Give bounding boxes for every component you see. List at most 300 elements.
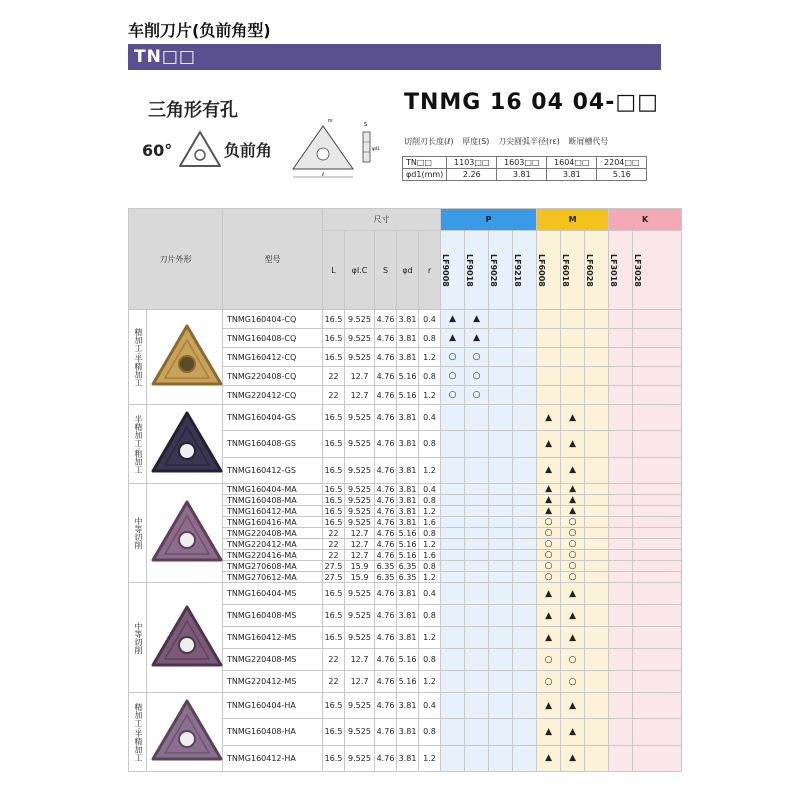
model-cell: TNMG220412-CQ <box>223 386 323 405</box>
dimension-cell: 9.525 <box>345 693 375 719</box>
grade-availability-cell <box>465 693 489 719</box>
dimension-cell: 9.525 <box>345 457 375 483</box>
hole-diameter-table <box>402 156 647 181</box>
dimension-cell: 0.8 <box>419 495 441 506</box>
grade-availability-cell <box>489 719 513 745</box>
order-mark-icon: ○ <box>472 390 481 400</box>
dimension-cell: 4.76 <box>375 539 397 550</box>
model-cell: TNMG220412-MA <box>223 539 323 550</box>
dimension-cell: 1.6 <box>419 550 441 561</box>
grade-availability-cell <box>633 745 682 771</box>
grade-availability-cell <box>633 539 682 550</box>
dimension-cell: 22 <box>323 386 345 405</box>
grade-availability-cell <box>633 367 682 386</box>
stock-mark-icon: ▲ <box>545 753 552 764</box>
grade-availability-cell <box>489 431 513 457</box>
model-cell: TNMG160412-MS <box>223 627 323 649</box>
insert-image-cell <box>147 405 223 484</box>
dimension-cell: 4.76 <box>375 386 397 405</box>
dimension-cell: 3.81 <box>397 693 419 719</box>
dimension-cell: 6.35 <box>397 561 419 572</box>
dimension-cell: 1.2 <box>419 745 441 771</box>
order-mark-icon: ○ <box>448 371 457 381</box>
drawing-label-re: rε <box>328 118 333 124</box>
dimension-cell: 12.7 <box>345 649 375 671</box>
grade-availability-cell <box>489 506 513 517</box>
dimension-cell: 5.16 <box>397 386 419 405</box>
spec-cell: 2204□□ <box>597 157 647 169</box>
grade-availability-cell <box>561 561 585 572</box>
grade-availability-cell <box>465 506 489 517</box>
spec-cell: 1604□□ <box>547 157 597 169</box>
grade-availability-cell <box>609 405 633 431</box>
grade-availability-cell <box>513 367 537 386</box>
stock-mark-icon: ▲ <box>569 753 576 764</box>
grade-availability-cell <box>441 431 465 457</box>
stock-mark-icon: ▲ <box>545 465 552 476</box>
grade-availability-cell <box>489 528 513 539</box>
grade-availability-cell <box>489 539 513 550</box>
grade-availability-cell <box>513 484 537 495</box>
dimension-cell: 12.7 <box>345 367 375 386</box>
grade-availability-cell <box>609 367 633 386</box>
order-mark-icon: ○ <box>544 539 553 549</box>
model-cell: TNMG160404-MA <box>223 484 323 495</box>
grade-availability-cell <box>561 627 585 649</box>
dimension-cell: 3.81 <box>397 457 419 483</box>
dimension-cell: 22 <box>323 671 345 693</box>
angle-value: 60° <box>142 141 173 160</box>
grade-availability-cell <box>465 484 489 495</box>
legend-item: 刀尖圆弧半径(rε) <box>497 137 560 146</box>
dimension-cell: 1.2 <box>419 627 441 649</box>
grade-availability-cell <box>513 528 537 539</box>
grade-header <box>465 231 489 310</box>
dimension-cell: 12.7 <box>345 671 375 693</box>
grade-availability-cell <box>441 539 465 550</box>
grade-availability-cell <box>585 329 609 348</box>
grade-availability-cell <box>489 627 513 649</box>
grade-availability-cell <box>609 431 633 457</box>
grade-availability-cell <box>537 550 561 561</box>
dimension-cell: 12.7 <box>345 550 375 561</box>
dimension-cell: 9.525 <box>345 517 375 528</box>
dimension-cell: 3.81 <box>397 627 419 649</box>
grade-availability-cell <box>537 457 561 483</box>
dimension-cell: 1.2 <box>419 506 441 517</box>
dimension-cell: 0.8 <box>419 528 441 539</box>
dimension-cell: 1.2 <box>419 457 441 483</box>
dimension-cell: 3.81 <box>397 583 419 605</box>
dimension-cell: 12.7 <box>345 539 375 550</box>
dimension-cell: 0.4 <box>419 583 441 605</box>
order-mark-icon: ○ <box>568 528 577 538</box>
model-cell: TNMG160412-GS <box>223 457 323 483</box>
col-header-model: 型号 <box>223 209 323 310</box>
grade-availability-cell <box>561 719 585 745</box>
grade-availability-cell <box>585 431 609 457</box>
grade-availability-cell <box>633 495 682 506</box>
grade-availability-cell <box>561 583 585 605</box>
dimension-cell: 9.525 <box>345 310 375 329</box>
grade-header <box>561 231 585 310</box>
grade-availability-cell <box>465 649 489 671</box>
grade-availability-cell <box>633 528 682 539</box>
grade-name: LF3028 <box>633 253 643 287</box>
grade-availability-cell <box>585 348 609 367</box>
grade-availability-cell <box>489 367 513 386</box>
grade-availability-cell <box>513 745 537 771</box>
dimension-cell: 5.16 <box>397 539 419 550</box>
grade-availability-cell <box>633 671 682 693</box>
stock-mark-icon: ▲ <box>569 610 576 621</box>
grade-availability-cell <box>561 693 585 719</box>
insert-ha-purple-icon <box>147 693 227 769</box>
grade-availability-cell <box>513 719 537 745</box>
dimension-cell: 4.76 <box>375 671 397 693</box>
grade-availability-cell <box>465 671 489 693</box>
dimension-cell: 16.5 <box>323 719 345 745</box>
shape-name: 三角形有孔 <box>148 100 238 121</box>
grade-availability-cell <box>465 405 489 431</box>
table-row <box>129 310 682 329</box>
grade-availability-cell <box>633 386 682 405</box>
grade-availability-cell <box>489 572 513 583</box>
grade-availability-cell <box>513 572 537 583</box>
dimension-cell: 9.525 <box>345 605 375 627</box>
grade-availability-cell <box>633 457 682 483</box>
grade-availability-cell <box>513 550 537 561</box>
model-cell: TNMG160404-MS <box>223 583 323 605</box>
grade-availability-cell <box>537 693 561 719</box>
grade-availability-cell <box>465 572 489 583</box>
dimension-cell: 1.6 <box>419 517 441 528</box>
insert-ma-purple-icon <box>147 494 227 570</box>
model-cell: TNMG160416-MA <box>223 517 323 528</box>
grade-availability-cell <box>441 457 465 483</box>
series-label: TN□□ <box>134 47 196 67</box>
grade-availability-cell <box>441 671 465 693</box>
grade-header <box>513 231 537 310</box>
insert-image-cell <box>147 583 223 693</box>
dimension-cell: 12.7 <box>345 386 375 405</box>
dimension-cell: 3.81 <box>397 506 419 517</box>
dimension-cell: 16.5 <box>323 405 345 431</box>
grade-availability-cell <box>441 329 465 348</box>
order-mark-icon: ○ <box>544 550 553 560</box>
dimension-cell: 0.8 <box>419 431 441 457</box>
grade-group-k: K <box>609 209 682 231</box>
grade-availability-cell <box>489 310 513 329</box>
grade-availability-cell <box>465 583 489 605</box>
stock-mark-icon: ▲ <box>473 314 480 324</box>
drawing-label-s: S <box>364 122 368 128</box>
grade-availability-cell <box>561 484 585 495</box>
grade-availability-cell <box>489 561 513 572</box>
grade-availability-cell <box>585 719 609 745</box>
order-mark-icon: ○ <box>544 572 553 582</box>
spec-cell: φd1(mm) <box>403 169 447 181</box>
page-title: 车削刀片(负前角型) <box>128 21 271 40</box>
grade-availability-cell <box>585 495 609 506</box>
application-label <box>129 310 147 405</box>
dimension-cell: 16.5 <box>323 517 345 528</box>
model-cell: TNMG160408-MA <box>223 495 323 506</box>
model-cell: TNMG160412-HA <box>223 745 323 771</box>
dimension-cell: 4.76 <box>375 310 397 329</box>
dimension-cell: 1.2 <box>419 386 441 405</box>
grade-availability-cell <box>537 561 561 572</box>
grade-availability-cell <box>609 671 633 693</box>
grade-availability-cell <box>441 693 465 719</box>
grade-availability-cell <box>489 693 513 719</box>
table-row <box>129 405 682 431</box>
dimension-cell: 12.7 <box>345 528 375 539</box>
application-text: 中等切削 <box>133 621 143 654</box>
grade-availability-cell <box>513 649 537 671</box>
dimension-cell: 3.81 <box>397 719 419 745</box>
stock-mark-icon: ▲ <box>545 588 552 599</box>
model-cell: TNMG270608-MA <box>223 561 323 572</box>
spec-cell: 5.16 <box>597 169 647 181</box>
order-mark-icon: ○ <box>568 654 577 665</box>
grade-availability-cell <box>561 539 585 550</box>
dimension-cell: 6.35 <box>375 572 397 583</box>
dimension-cell: 22 <box>323 367 345 386</box>
spec-row <box>403 157 647 169</box>
insert-cq-gold-icon <box>147 318 227 394</box>
insert-image-cell <box>147 484 223 583</box>
model-cell: TNMG220416-MA <box>223 550 323 561</box>
grade-availability-cell <box>633 627 682 649</box>
dimension-cell: 3.81 <box>397 310 419 329</box>
grade-availability-cell <box>561 329 585 348</box>
grade-availability-cell <box>585 745 609 771</box>
grade-availability-cell <box>609 329 633 348</box>
grade-availability-cell <box>441 367 465 386</box>
designation-code: TNMG 16 04 04-□□ <box>404 90 659 115</box>
grade-availability-cell <box>633 506 682 517</box>
grade-availability-cell <box>489 605 513 627</box>
model-cell: TNMG220408-MA <box>223 528 323 539</box>
grade-availability-cell <box>561 386 585 405</box>
dimension-cell: 4.76 <box>375 528 397 539</box>
grade-name: LF6028 <box>585 253 595 287</box>
grade-availability-cell <box>537 528 561 539</box>
grade-availability-cell <box>633 561 682 572</box>
order-mark-icon: ○ <box>448 352 457 362</box>
col-header-dimensions: 尺寸 <box>323 209 441 231</box>
insert-image-cell <box>147 310 223 405</box>
grade-availability-cell <box>609 605 633 627</box>
grade-availability-cell <box>441 572 465 583</box>
grade-availability-cell <box>633 719 682 745</box>
dimension-cell: 16.5 <box>323 605 345 627</box>
dimension-cell: 4.76 <box>375 583 397 605</box>
grade-availability-cell <box>513 386 537 405</box>
grade-availability-cell <box>465 457 489 483</box>
grade-availability-cell <box>489 550 513 561</box>
grade-availability-cell <box>561 310 585 329</box>
grade-availability-cell <box>585 649 609 671</box>
order-mark-icon: ○ <box>544 517 553 527</box>
model-cell: TNMG160408-GS <box>223 431 323 457</box>
dimension-cell: 22 <box>323 539 345 550</box>
model-cell: TNMG160412-CQ <box>223 348 323 367</box>
grade-availability-cell <box>633 550 682 561</box>
dimension-cell: 4.76 <box>375 367 397 386</box>
dimension-cell: 16.5 <box>323 457 345 483</box>
order-mark-icon: ○ <box>472 352 481 362</box>
grade-availability-cell <box>441 495 465 506</box>
grade-availability-cell <box>561 506 585 517</box>
grade-availability-cell <box>537 348 561 367</box>
order-mark-icon: ○ <box>568 517 577 527</box>
dim-header-s: S <box>375 231 397 310</box>
grade-availability-cell <box>513 605 537 627</box>
grade-availability-cell <box>561 745 585 771</box>
dimension-cell: 6.35 <box>397 572 419 583</box>
dimension-cell: 27.5 <box>323 572 345 583</box>
stock-mark-icon: ▲ <box>569 484 576 494</box>
spec-cell: 1603□□ <box>497 157 547 169</box>
grade-availability-cell <box>465 329 489 348</box>
grade-availability-cell <box>633 329 682 348</box>
grade-availability-cell <box>609 572 633 583</box>
dimension-cell: 1.2 <box>419 671 441 693</box>
grade-availability-cell <box>465 310 489 329</box>
insert-ms-purple-icon <box>147 599 227 675</box>
dim-header-r: r <box>419 231 441 310</box>
grade-availability-cell <box>561 605 585 627</box>
grade-availability-cell <box>441 745 465 771</box>
dimension-cell: 1.2 <box>419 572 441 583</box>
order-mark-icon: ○ <box>568 572 577 582</box>
dimension-cell: 16.5 <box>323 495 345 506</box>
dimension-cell: 3.81 <box>397 745 419 771</box>
grade-availability-cell <box>537 627 561 649</box>
dimension-cell: 4.76 <box>375 457 397 483</box>
grade-availability-cell <box>537 431 561 457</box>
grade-availability-cell <box>537 329 561 348</box>
grade-availability-cell <box>441 386 465 405</box>
grade-availability-cell <box>489 457 513 483</box>
dimension-cell: 16.5 <box>323 310 345 329</box>
grade-availability-cell <box>609 539 633 550</box>
dimension-cell: 0.8 <box>419 367 441 386</box>
dimension-cell: 4.76 <box>375 745 397 771</box>
dimension-cell: 4.76 <box>375 506 397 517</box>
spec-cell: 3.81 <box>497 169 547 181</box>
dimension-cell: 3.81 <box>397 431 419 457</box>
model-cell: TNMG160404-GS <box>223 405 323 431</box>
dimension-cell: 4.76 <box>375 605 397 627</box>
dimension-cell: 5.16 <box>397 649 419 671</box>
order-mark-icon: ○ <box>448 390 457 400</box>
dimension-cell: 6.35 <box>375 561 397 572</box>
model-cell: TNMG160408-MS <box>223 605 323 627</box>
dimension-cell: 4.76 <box>375 431 397 457</box>
grade-availability-cell <box>609 495 633 506</box>
triangle-insert-icon <box>178 130 222 168</box>
grade-availability-cell <box>561 649 585 671</box>
order-mark-icon: ○ <box>544 654 553 665</box>
grade-availability-cell <box>609 550 633 561</box>
grade-availability-cell <box>465 627 489 649</box>
grade-availability-cell <box>561 431 585 457</box>
grade-availability-cell <box>585 386 609 405</box>
grade-availability-cell <box>585 671 609 693</box>
order-mark-icon: ○ <box>544 561 553 571</box>
dimension-cell: 0.8 <box>419 605 441 627</box>
dimension-cell: 0.8 <box>419 719 441 745</box>
grade-availability-cell <box>633 649 682 671</box>
grade-availability-cell <box>489 649 513 671</box>
grade-availability-cell <box>441 550 465 561</box>
stock-mark-icon: ▲ <box>545 700 552 711</box>
application-label <box>129 405 147 484</box>
dimension-cell: 1.2 <box>419 348 441 367</box>
grade-availability-cell <box>633 572 682 583</box>
grade-availability-cell <box>585 310 609 329</box>
application-label <box>129 484 147 583</box>
dimension-cell: 16.5 <box>323 484 345 495</box>
grade-availability-cell <box>513 457 537 483</box>
grade-availability-cell <box>609 310 633 329</box>
grade-group-m: M <box>537 209 609 231</box>
grade-availability-cell <box>441 719 465 745</box>
grade-availability-cell <box>465 550 489 561</box>
stock-mark-icon: ▲ <box>449 314 456 324</box>
stock-mark-icon: ▲ <box>545 484 552 494</box>
grade-availability-cell <box>441 528 465 539</box>
drawing-label-d1: φd1 <box>372 146 380 151</box>
grade-availability-cell <box>513 671 537 693</box>
grade-availability-cell <box>537 745 561 771</box>
application-label <box>129 583 147 693</box>
legend-item: 断屑槽代号 <box>568 137 609 146</box>
grade-availability-cell <box>561 457 585 483</box>
grade-availability-cell <box>561 517 585 528</box>
grade-availability-cell <box>633 310 682 329</box>
grade-availability-cell <box>561 550 585 561</box>
grade-header <box>489 231 513 310</box>
grade-availability-cell <box>537 671 561 693</box>
dimension-cell: 4.76 <box>375 484 397 495</box>
grade-availability-cell <box>465 517 489 528</box>
order-mark-icon: ○ <box>544 528 553 538</box>
dimension-cell: 4.76 <box>375 627 397 649</box>
grade-availability-cell <box>489 517 513 528</box>
dimension-cell: 4.76 <box>375 495 397 506</box>
dimension-cell: 4.76 <box>375 693 397 719</box>
grade-availability-cell <box>513 583 537 605</box>
grade-availability-cell <box>585 367 609 386</box>
stock-mark-icon: ▲ <box>545 438 552 449</box>
grade-availability-cell <box>513 506 537 517</box>
dimension-cell: 0.4 <box>419 310 441 329</box>
grade-availability-cell <box>513 539 537 550</box>
model-cell: TNMG160408-CQ <box>223 329 323 348</box>
dim-header-ic: φI.C <box>345 231 375 310</box>
grade-availability-cell <box>441 561 465 572</box>
dimension-cell: 0.4 <box>419 484 441 495</box>
grade-availability-cell <box>513 561 537 572</box>
grade-availability-cell <box>537 517 561 528</box>
grade-availability-cell <box>513 405 537 431</box>
grade-availability-cell <box>561 572 585 583</box>
dimension-cell: 16.5 <box>323 627 345 649</box>
